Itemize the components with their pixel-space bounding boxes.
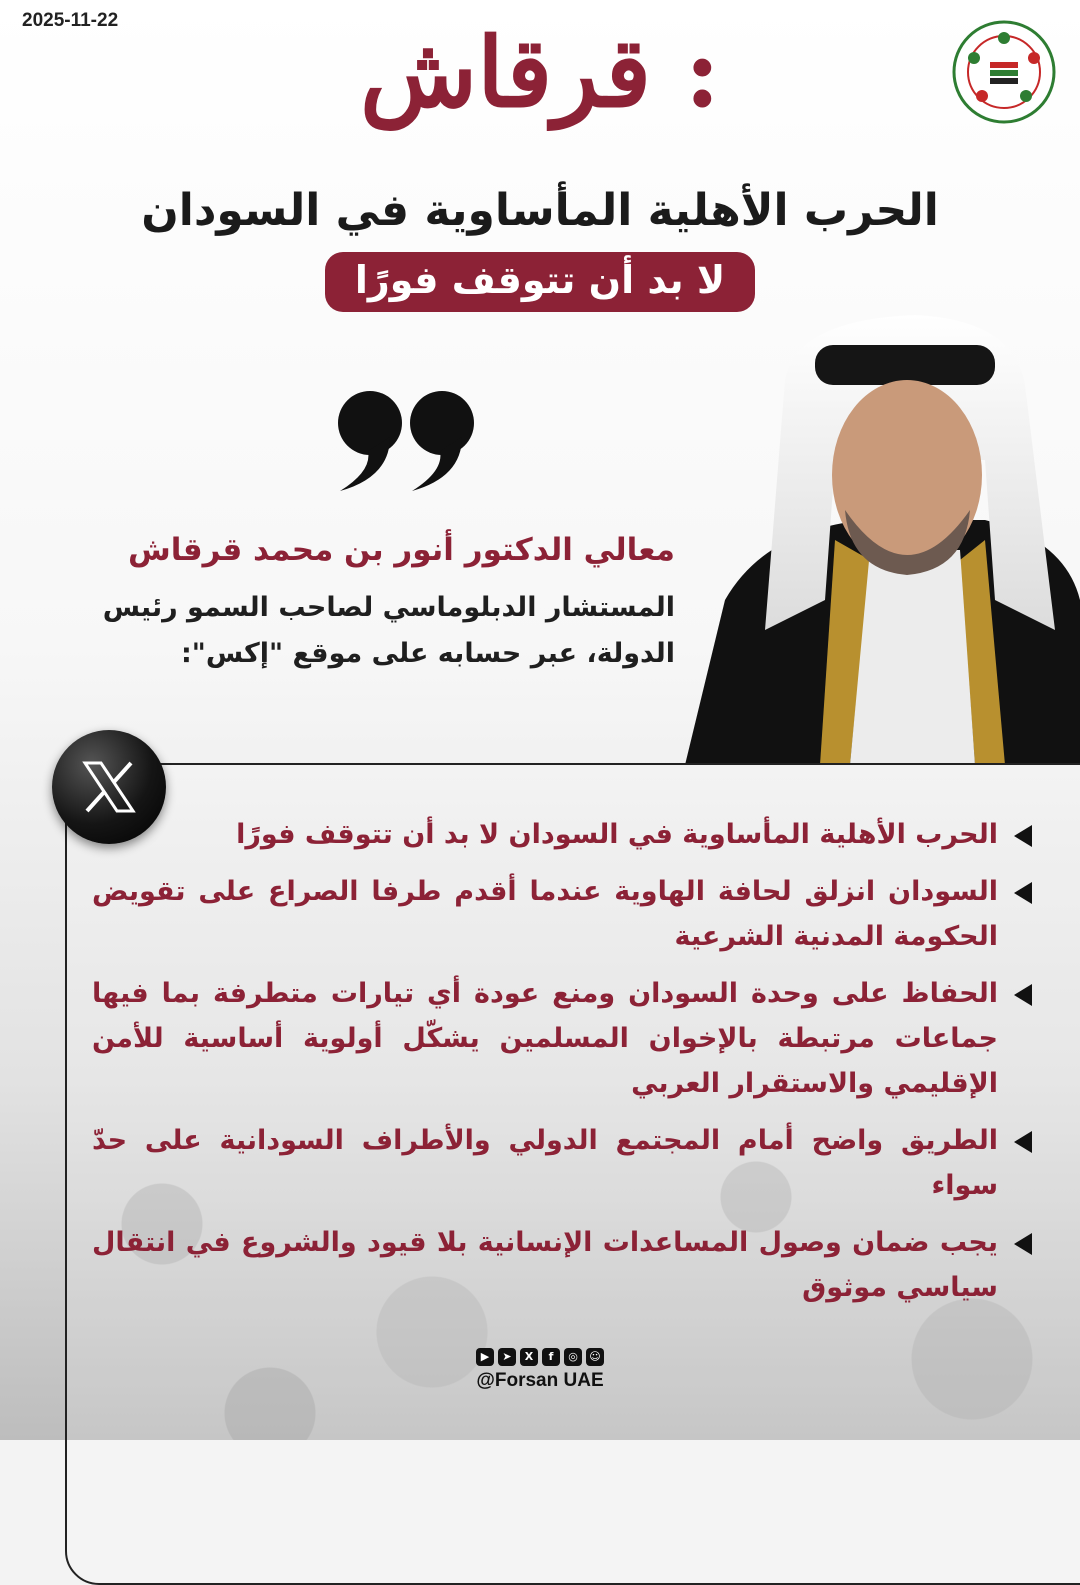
speaker-portrait: [685, 300, 1080, 765]
instagram-icon[interactable]: ◎: [564, 1348, 582, 1366]
facebook-icon[interactable]: f: [542, 1348, 560, 1366]
telegram-icon[interactable]: ➤: [498, 1348, 516, 1366]
speaker-description: المستشار الدبلوماسي لصاحب السمو رئيس الدولة، عبر حسابه على موقع "إكس":: [102, 592, 675, 669]
youtube-icon[interactable]: ▶: [476, 1348, 494, 1366]
x-icon: [79, 757, 139, 817]
triangle-bullet-icon: [1014, 1233, 1032, 1255]
speaker-name: معالي الدكتور أنور بن محمد قرقاش: [127, 532, 675, 568]
brand-title: قرقاش :: [359, 16, 721, 129]
x-icon[interactable]: X: [520, 1348, 538, 1366]
headline: الحرب الأهلية المأساوية في السودان: [141, 185, 939, 236]
highlight-badge: لا بد أن تتوقف فورًا: [325, 252, 755, 312]
triangle-bullet-icon: [1014, 1131, 1032, 1153]
snapchat-icon[interactable]: ☺: [586, 1348, 604, 1366]
list-item: الطريق واضح أمام المجتمع الدولي والأطراف السودانية على حدّ سواء: [92, 1118, 1038, 1208]
date-label: 2025-11-22: [22, 10, 119, 31]
footer: [0, 1345, 1080, 1392]
triangle-bullet-icon: [1014, 984, 1032, 1006]
list-item: الحرب الأهلية المأساوية في السودان لا بد أن تتوقف فورًا: [92, 812, 1038, 857]
social-handle[interactable]: @Forsan UAE: [476, 1370, 604, 1391]
triangle-bullet-icon: [1014, 882, 1032, 904]
list-item: الحفاظ على وحدة السودان ومنع عودة أي تيارات متطرفة بما فيها جماعات مرتبطة بالإخوان المسلمين يشكّل أولوية أساسية للأمن الإقليمي والاستقرار العربي: [92, 971, 1038, 1106]
list-item: السودان انزلق لحافة الهاوية عندما أقدم طرفا الصراع على تقويض الحكومة المدنية الشرعية: [92, 869, 1038, 959]
quote-icon: [332, 385, 482, 495]
list-item: يجب ضمان وصول المساعدات الإنسانية بلا قيود والشروع في انتقال سياسي موثوق: [92, 1220, 1038, 1310]
social-icons: [476, 1348, 604, 1366]
triangle-bullet-icon: [1014, 825, 1032, 847]
statement-list: [92, 812, 1038, 1322]
